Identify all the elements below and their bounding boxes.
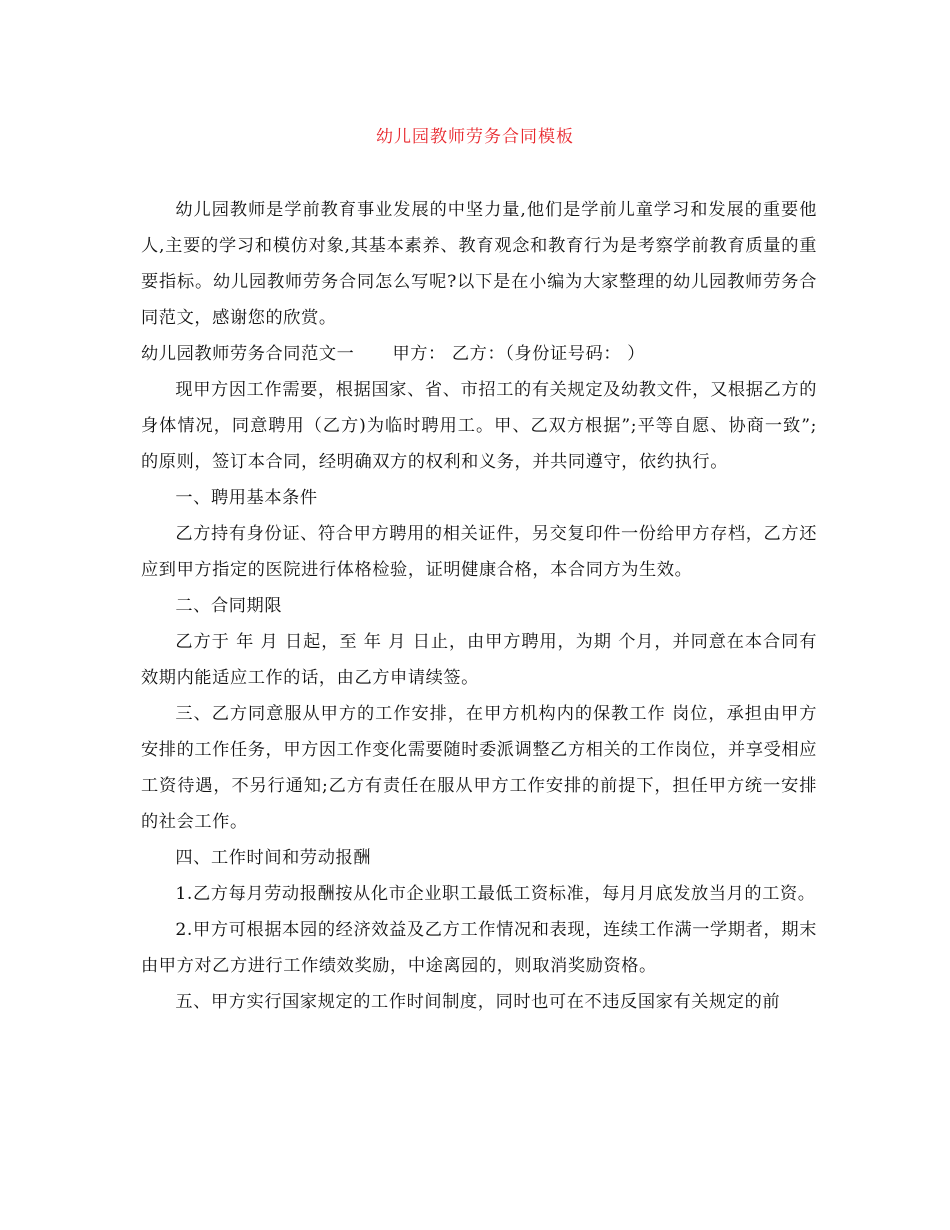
document-body xyxy=(141,192,817,1020)
document-title: 幼儿园教师劳务合同模板 xyxy=(376,127,574,147)
section-text-3: 三、乙方同意服从甲方的工作安排，在甲方机构内的保教工作 岗位，承担由甲方安排的工作任务，甲方因工作变化需要随时委派调整乙方相关的工作岗位，并享受相应工资待遇，不另行通知;乙方有责任在服从甲方工作安排的前提下，担任甲方统一安排的社会工作。 xyxy=(141,704,817,832)
sample-heading: 幼儿园教师劳务合同范文一 xyxy=(141,344,355,364)
contract-preamble: 现甲方因工作需要，根据国家、省、市招工的有关规定及幼教文件，又根据乙方的身体情况，同意聘用（乙方)为临时聘用工。甲、乙双方根据”;平等自愿、协商一致”;的原则，签订本合同，经明确双方的权利和义务，并共同遵守，依约执行。 xyxy=(141,380,817,472)
sample-heading-line xyxy=(141,336,817,372)
section-text-5: 五、甲方实行国家规定的工作时间制度，同时也可在不违反国家有关规定的前 xyxy=(175,992,781,1012)
section-4-item-2: 2.甲方可根据本园的经济效益及乙方工作情况和表现，连续工作满一学期者，期末由甲方对乙方进行工作绩效奖励，中途离园的，则取消奖励资格。 xyxy=(141,920,817,976)
section-text-2: 乙方于 年 月 日起，至 年 月 日止，由甲方聘用，为期 个月，并同意在本合同有效期内能适应工作的话，由乙方申请续签。 xyxy=(141,632,817,688)
intro-paragraph: 幼儿园教师是学前教育事业发展的中坚力量,他们是学前儿童学习和发展的重要他人,主要的学习和模仿对象,其基本素养、教育观念和教育行为是考察学前教育质量的重要指标。幼儿园教师劳务合同怎么写呢?以下是在小编为大家整理的幼儿园教师劳务合同范文，感谢您的欣赏。 xyxy=(141,200,817,328)
section-heading-4: 四、工作时间和劳动报酬 xyxy=(175,848,372,868)
section-text-1: 乙方持有身份证、符合甲方聘用的相关证件，另交复印件一份给甲方存档，乙方还应到甲方指定的医院进行体格检验，证明健康合格，本合同方为生效。 xyxy=(141,524,817,580)
section-heading-1: 一、聘用基本条件 xyxy=(175,488,318,508)
section-4-item-1: 1.乙方每月劳动报酬按从化市企业职工最低工资标准，每月月底发放当月的工资。 xyxy=(175,884,816,904)
party-line: 甲方： 乙方：（身份证号码： ） xyxy=(392,344,646,364)
section-heading-2: 二、合同期限 xyxy=(175,596,283,616)
